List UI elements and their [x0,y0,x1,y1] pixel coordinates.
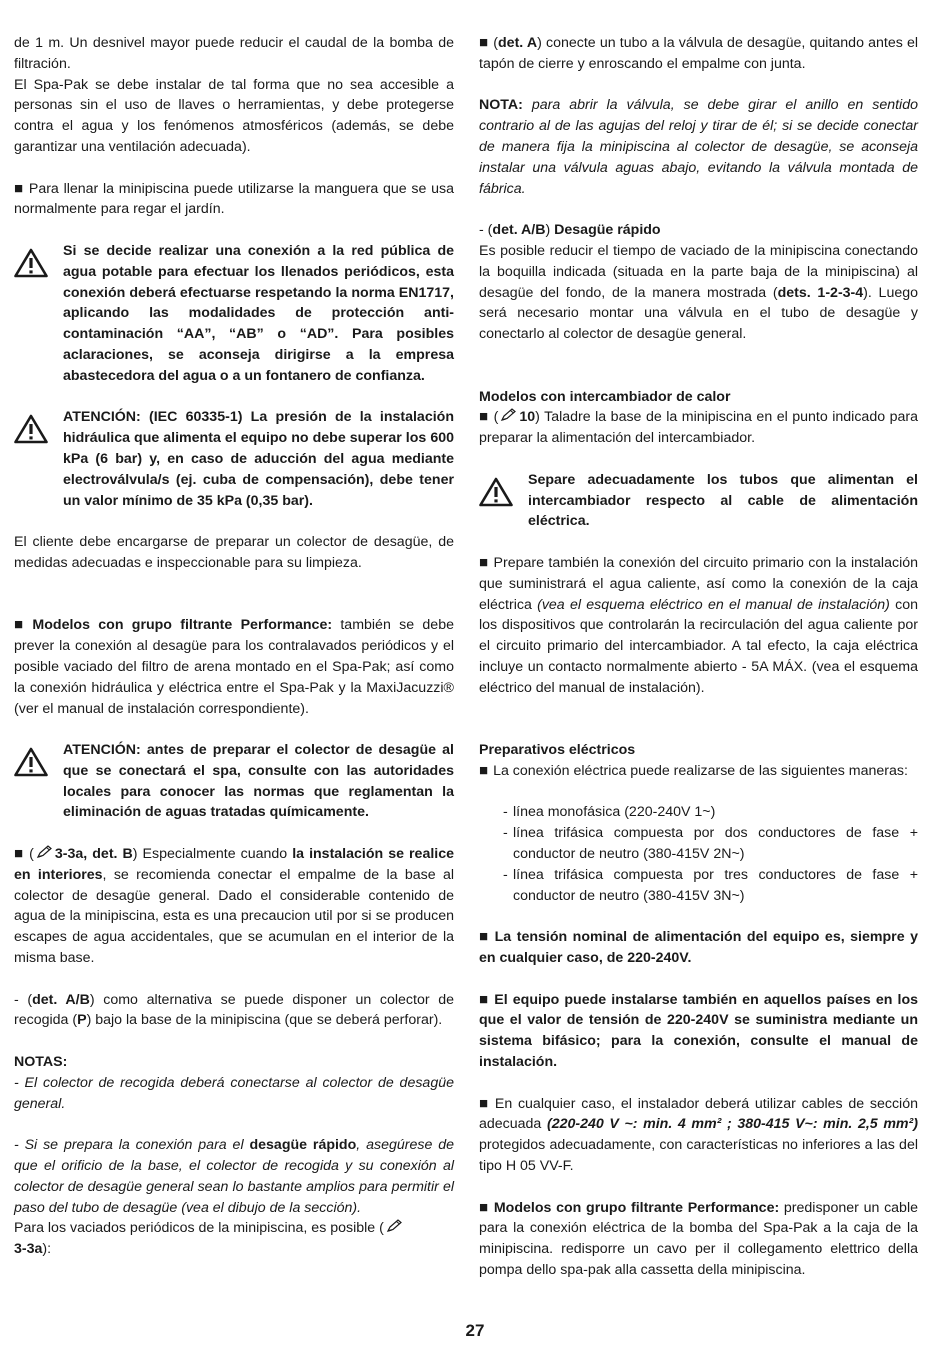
paragraph: Es posible reducir el tiempo de vaciado de la minipiscina conectando la boquilla indicada (situada en la parte baja de la minipiscina) al desagüe del fondo, de la manera mostrada (dets. 1-2-3-4). Luego será necesario montar una válvula en el tubo de desagüe y conectarlo al colector de desagüe general. [479,242,919,343]
paragraph: ■ (det. A) conecte un tubo a la válvula de desagüe, quitando antes el tapón de cierre y enroscando el empalme con junta. [479,33,918,75]
paragraph: ■ En cualquier caso, el instalador deberá utilizar cables de sección adecuada (220-240 V ~: min. 4 mm² ; 380-415 V~: min. 2,5 mm²) protegidos adecuadamente, con características no inferiores a las del tipo H 05 VV-F. [479,1094,918,1177]
paragraph: El cliente debe encargarse de preparar un colector de desagüe, de medidas adecuadas e inspeccionable para su limpieza. [14,534,454,571]
paragraph: ■ Prepare también la conexión del circuito primario con la instalación que suministrará el agua caliente, así como la conexión de la caja eléctrica (vea el esquema eléctrico en el manual de instalación) con los dispositivos que controlarán la recirculación del agua caliente por el circuito primario del intercambiador. A tal efecto, la caja eléctrica incluye un contacto normalmente abierto - 5A MÁX. (vea el esquema eléctrico del manual de instalación). [479,553,918,699]
warning-triangle-icon [14,248,48,278]
paragraph: - (det. A/B) Desagüe rápido [479,222,661,239]
warning-text: ATENCIÓN: (IEC 60335-1) La presión de la instalación hidráulica que alimenta el equipo no debe superar los 600 kPa (6 bar) y, en caso de aducción del agua mediante electroválvula/s (ej. cuba de compensación), debe tener un valor mínimo de 35 kPa (0,35 bar). [63,409,454,509]
warning-triangle-icon [479,477,513,507]
pencil-reference-icon [386,1219,402,1233]
pencil-reference-icon [500,408,516,422]
warning-block [14,740,454,823]
paragraph: ■ El equipo puede instalarse también en aquellos países en los que el valor de tensión de 220-240V se suministra mediante un sistema bifásico; para la conexión, consulte el manual de instalación. [479,990,918,1073]
warning-text: Si se decide realizar una conexión a la red pública de agua potable para efectuar los llenados periódicos, esta conexión deberá efectuarse respetando la norma EN1717, aplicando las modalidades de protección anti-contaminación “AA”, “AB” o “AD”. Para posibles aclaraciones, se aconseja dirigirse a la empresa abastecedora del agua o a un fontanero de confianza. [63,242,454,384]
section-heading: Modelos con intercambiador de calor [479,388,731,405]
note: - Si se prepara la conexión para el desagüe rápido, asegúrese de que el orificio de la base, el colector de recogida y su conexión al colector de desagüe general sean lo bastante amplios para permitir el paso del tubo de desagüe (vea el dibujo de la sección). [14,1137,455,1216]
paragraph: ■ ( 3-3a, det. B) Especialmente cuando la instalación se realice en interiores, se recomienda conectar el empalme de la base al colector de desagüe general. Dado el considerable contenido de agua de la minipiscina, esta es una precaucion util por si se producen escapes de agua accidentales, que se acumulan en el interior de la misma base. [14,844,454,969]
paragraph: Para los vaciados periódicos de la minipiscina, es posible ( 3-3a): [14,1218,454,1260]
note: NOTA: para abrir la válvula, se debe girar el anillo en sentido contrario al de las agujas del reloj y tirar de él; si se decide conectar de manera fija la minipiscina al colector de desagüe, se aconseja instalar una válvula aguas abajo, evitando la válvula montada de fábrica. [479,97,918,197]
left-column [14,33,454,1260]
notes-heading: NOTAS: [14,1054,68,1071]
paragraph: ■ Para llenar la minipiscina puede utilizarse la manguera que se usa normalmente para regar el jardín. [14,179,454,221]
list-item: - línea monofásica (220-240V 1~) [503,802,918,823]
right-column [479,33,918,1281]
paragraph: ■ Modelos con grupo filtrante Performance: también se debe prever la conexión al desagüe para los contralavados periódicos y el posible vaciado del filtro de arena montado en el Spa-Pak; así como la conexión hidráulica y eléctrica entre el Spa-Pak y la MaxiJacuzzi® (ver el manual de instalación correspondiente). [14,615,454,719]
warning-block [14,407,454,511]
paragraph: ■ ( 10) Taladre la base de la minipiscina en el punto indicado para preparar la alimentación del intercambiador. [479,407,918,449]
warning-triangle-icon [14,747,48,777]
paragraph: - (det. A/B) como alternativa se puede disponer un colector de recogida (P) bajo la base de la minipiscina (que se deberá perforar). [14,991,454,1029]
paragraph: ■ La tensión nominal de alimentación del equipo es, siempre y en cualquier caso, de 220-240V. [479,927,918,969]
voltage-list [479,802,918,906]
warning-text: ATENCIÓN: antes de preparar el colector de desagüe al que se conectará el spa, consulte con las autoridades locales para conocer las normas que reglamentan la eliminación de aguas tratadas químicamente. [63,742,454,821]
pencil-reference-icon [36,845,52,859]
page-number: 27 [465,1321,485,1340]
note: - El colector de recogida deberá conectarse al colector de desagüe general. [14,1074,454,1112]
paragraph: ■ Modelos con grupo filtrante Performance: predisponer un cable para la conexión eléctrica de la bomba del Spa-Pak a la caja de la minipiscina. redisporre un cavo per il collegamento elettrico della pompa dello spa-pak alla cassetta della minipiscina. [479,1198,918,1281]
warning-block [479,470,918,532]
section-heading: Preparativos eléctricos [479,742,636,759]
list-item: - línea trifásica compuesta por tres conductores de fase + conductor de neutro (380-415V 3N~) [503,865,918,907]
paragraph: El Spa-Pak se debe instalar de tal forma que no sea accesible a personas sin el uso de llaves o herramientas, y debe protegerse contra el agua y los fenómenos atmosféricos (además, se debe garantizar una ventilación adecuada). [14,76,454,155]
warning-triangle-icon [14,414,48,444]
warning-text: Separe adecuadamente los tubos que alimentan el intercambiador respecto al cable de alimentación eléctrica. [528,471,918,530]
warning-block [14,241,454,387]
list-item: - línea trifásica compuesta por dos conductores de fase + conductor de neutro (380-415V 2N~) [503,823,918,865]
paragraph: ■ La conexión eléctrica puede realizarse de las siguientes maneras: [479,761,918,782]
paragraph: de 1 m. Un desnivel mayor puede reducir el caudal de la bomba de filtración. [14,35,454,72]
